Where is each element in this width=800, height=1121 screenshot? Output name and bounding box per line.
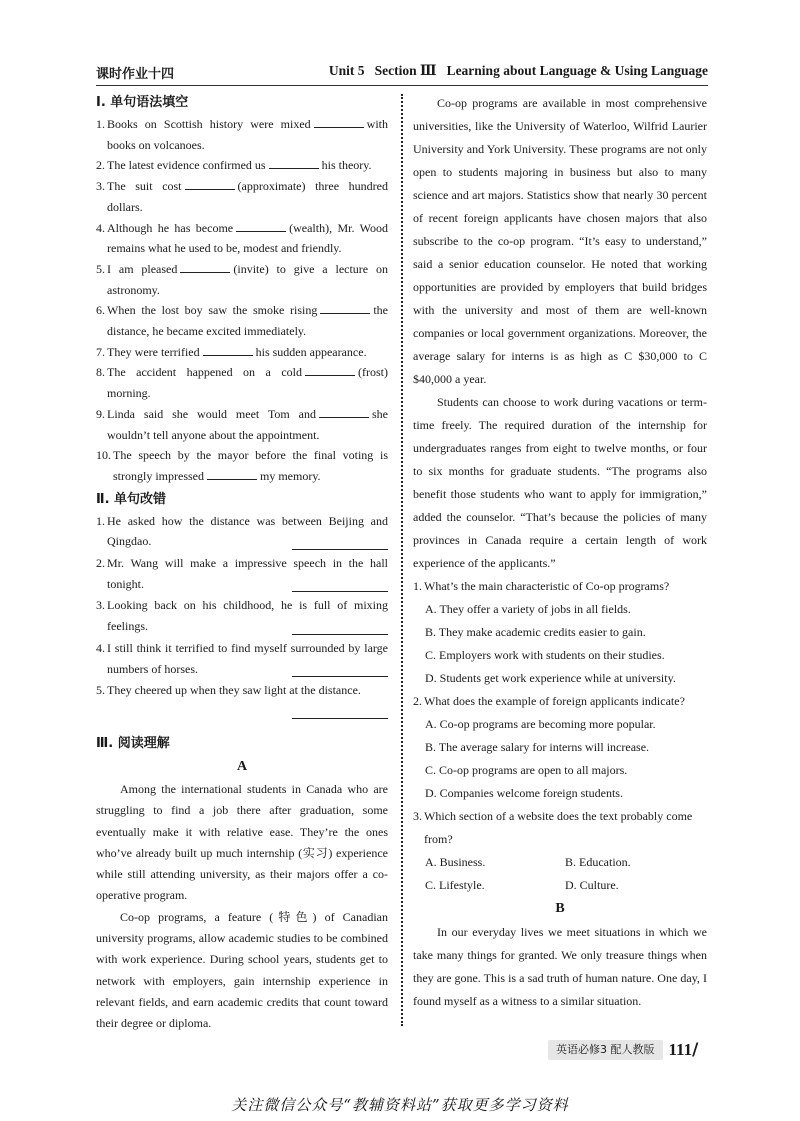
question-number: 3. — [413, 809, 422, 823]
item-text: his sudden appearance. — [255, 344, 367, 359]
correction-item — [96, 511, 388, 550]
item-number: 1. — [96, 117, 105, 131]
question-text: What’s the main characteristic of Co-op programs? — [424, 579, 670, 593]
correction-item — [96, 595, 388, 634]
passage-b-title: B — [555, 901, 565, 916]
passage-a-paragraph: Among the international students in Canada who are struggling to find a job there after graduation, some eventually make it with relative ease. They’re the ones who’ve already built up much internship (实习) experience while still attending university, as their majors offer a co-operative program. — [96, 781, 388, 903]
question-number: 1. — [413, 579, 422, 593]
item-text: The accident happened on a cold — [107, 365, 302, 380]
header-rule — [96, 85, 708, 86]
answer-blank[interactable] — [269, 156, 319, 169]
item-number: 6. — [96, 303, 105, 318]
item-text: (wealth), Mr. Wood remains what he used to be, modest and friendly. — [107, 220, 388, 256]
item-text: He asked how the distance was between Beijing and Qingdao. — [107, 513, 388, 549]
option-b[interactable]: B. They make academic credits easier to gain. — [425, 625, 646, 639]
item-text: I still think it terrified to find myself surrounded by large numbers of horses. — [107, 640, 388, 676]
item-text: (frost) morning. — [107, 365, 388, 401]
option-a[interactable]: A. They offer a variety of jobs in all fields. — [425, 602, 631, 616]
fill-item — [96, 114, 388, 155]
item-text: (invite) to give a lecture on astronomy. — [107, 261, 388, 297]
item-number: 8. — [96, 365, 105, 380]
fill-item — [96, 404, 388, 445]
question-number: 2. — [413, 694, 422, 708]
passage-a-title: A — [236, 758, 248, 774]
option-c[interactable]: C. Lifestyle. — [425, 878, 485, 892]
question-2 — [413, 690, 707, 805]
item-text: his theory. — [321, 158, 372, 173]
item-text: Mr. Wang will make a impressive speech in the hall tonight. — [107, 556, 388, 591]
answer-blank[interactable] — [180, 260, 230, 273]
answer-blank[interactable] — [236, 219, 286, 232]
option-c[interactable]: C. Employers work with students on their studies. — [425, 648, 665, 662]
fill-item — [96, 176, 388, 217]
book-badge: 英语必修3 配人教版 — [548, 1040, 663, 1060]
answer-line[interactable] — [292, 717, 388, 719]
homework-title: 课时作业十四 — [96, 67, 175, 82]
item-text: she wouldn’t tell anyone about the appointment. — [107, 406, 388, 442]
answer-blank[interactable] — [185, 177, 235, 190]
option-b[interactable]: B. Education. — [565, 855, 631, 869]
answer-blank[interactable] — [305, 363, 355, 376]
option-d[interactable]: D. Culture. — [565, 878, 619, 892]
option-c[interactable]: C. Co-op programs are open to all majors. — [425, 763, 628, 777]
option-a[interactable]: A. Business. — [425, 855, 486, 869]
item-text: the distance, he became excited immediately. — [107, 303, 388, 339]
item-text: They were terrified — [107, 344, 200, 359]
answer-blank[interactable] — [203, 343, 253, 356]
fill-item — [96, 362, 388, 403]
item-number: 3. — [96, 179, 105, 194]
error-correction-list — [96, 511, 388, 719]
item-number: 5. — [96, 261, 105, 276]
watermark-note: 关注微信公众号“教辅资料站”获取更多学习资料 — [231, 1096, 569, 1114]
answer-blank[interactable] — [319, 405, 369, 418]
item-text: Linda said she would meet Tom and — [107, 406, 316, 421]
page-number: 111 — [668, 1040, 693, 1059]
option-b[interactable]: B. The average salary for interns will increase. — [425, 740, 650, 754]
item-text: Looking back on his childhood, he is full of mixing feelings. — [107, 598, 388, 634]
fill-item — [96, 300, 388, 341]
item-text: The speech by the mayor before the final voting is strongly impressed — [113, 448, 388, 483]
page-slash: / — [692, 1040, 699, 1060]
answer-blank[interactable] — [207, 467, 257, 480]
passage-b-paragraph: In our everyday lives we meet situations in which we take many things for granted. We only treasure things when they are gone. This is a sad truth of human nature. One day, I found myself as a witness to a similar situation. — [413, 925, 707, 1008]
page-footer — [548, 1040, 698, 1060]
section2-title: Ⅱ. 单句改错 — [96, 491, 167, 507]
answer-blank[interactable] — [320, 301, 370, 314]
option-a[interactable]: A. Co-op programs are becoming more popular. — [425, 717, 656, 731]
item-number: 4. — [96, 220, 105, 235]
item-text: my memory. — [260, 468, 321, 483]
section1-title: Ⅰ. 单句语法填空 — [96, 95, 189, 110]
item-text: When the lost boy saw the smoke rising — [107, 303, 318, 318]
section3-title: Ⅲ. 阅读理解 — [96, 735, 170, 751]
unit-section-title: Unit 5 Section Ⅲ Learning about Language & Using Language — [328, 63, 708, 78]
option-d[interactable]: D. Students get work experience while at university. — [425, 671, 676, 685]
passage-a-paragraph: Co-op programs are available in most comprehensive universities, like the University of Waterloo, Wilfrid Laurier University and York University. These programs are not only open to students majoring in business but also to many science and art majors. Statistics show that nearly 30 percent of recent foreign applicants have chosen majors that also subscribe to the co-op program. “It’s easy to understand,” said a senior education counselor. He noted that working opportunities are provided by employers that build bridges with the university and most of them are well-known companies or local government organizations. Moreover, the average salary for interns is as high as C $30,000 to C $40,000 a year. — [413, 96, 707, 386]
item-text: with books on volcanoes. — [107, 117, 388, 152]
item-text: (approximate) three hundred dollars. — [107, 179, 388, 214]
page-header — [96, 63, 708, 85]
question-3 — [413, 805, 707, 897]
fill-item — [96, 155, 388, 176]
column-divider — [401, 94, 403, 1026]
correction-item — [96, 553, 388, 592]
correction-item — [96, 680, 388, 719]
item-number: 3. — [96, 598, 105, 613]
grammar-fill-list — [96, 114, 388, 487]
item-text: The latest evidence confirmed us — [107, 158, 266, 173]
fill-item — [96, 445, 388, 486]
question-1 — [413, 575, 707, 690]
item-text: The suit cost — [107, 179, 182, 194]
item-text: Although he has become — [107, 220, 234, 235]
fill-item — [96, 218, 388, 259]
right-column — [413, 92, 707, 1013]
item-number: 2. — [96, 158, 105, 173]
fill-item — [96, 259, 388, 300]
item-text: Books on Scottish history were mixed — [107, 117, 311, 131]
passage-a-paragraph: Co-op programs, a feature (特色) of Canadian university programs, allow academic studies to be combined with work experience. During school years, students get to network with employers, gain internship experience in relevant fields, and earn academic credits that count toward their degree or diploma. — [96, 909, 388, 1031]
question-text: Which section of a website does the text probably come from? — [424, 809, 693, 846]
item-number: 1. — [96, 513, 105, 528]
item-number: 9. — [96, 406, 105, 421]
item-number: 5. — [96, 683, 105, 698]
item-text: They cheered up when they saw light at the distance. — [107, 683, 361, 698]
correction-item — [96, 638, 388, 677]
question-text: What does the example of foreign applicants indicate? — [424, 694, 685, 708]
item-text: I am pleased — [107, 261, 178, 276]
option-d[interactable]: D. Companies welcome foreign students. — [425, 786, 623, 800]
answer-blank[interactable] — [314, 115, 364, 128]
item-number: 4. — [96, 640, 105, 655]
passage-a-paragraph: Students can choose to work during vacations or term-time freely. The required duration of the internship for undergraduates ranges from eight to twelve months, or four to six months for graduate students. “The programs also benefit those students who want to apply for immigration,” added the counselor. “That’s because the policies of many provinces in Canada require a certain length of work experience of the applicants.” — [413, 395, 707, 570]
left-column — [96, 92, 388, 1035]
fill-item — [96, 342, 388, 363]
item-number: 10. — [96, 448, 111, 463]
item-number: 2. — [96, 556, 105, 571]
item-number: 7. — [96, 344, 105, 359]
